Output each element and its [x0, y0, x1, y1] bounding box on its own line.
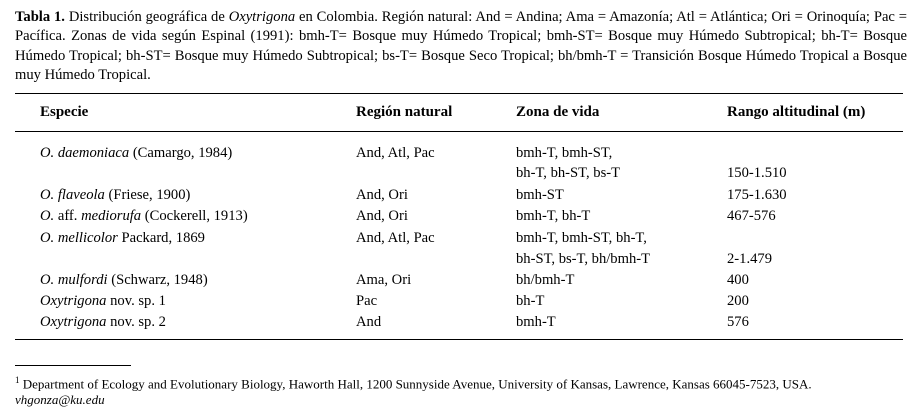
zone-cell: bh/bmh-T — [516, 272, 575, 288]
species-authority: (Schwarz, 1948) — [107, 272, 208, 288]
region-cell: And — [356, 314, 382, 330]
species-authority: (Friese, 1900) — [104, 187, 191, 203]
species-name: O. mulfordi — [40, 272, 108, 288]
zone-cell: bmh-T — [516, 314, 556, 330]
table-top-rule — [15, 93, 903, 94]
footnote — [15, 372, 907, 408]
species-cell — [40, 293, 166, 310]
table-caption — [15, 8, 907, 85]
zone-cell: bmh-T, bmh-ST, — [516, 145, 613, 161]
species-name-epithet: mediorufa — [81, 208, 142, 224]
range-cell: 150-1.510 — [727, 165, 787, 181]
zone-cell: bh-T — [516, 293, 545, 309]
region-cell: And, Atl, Pac — [356, 145, 435, 161]
range-cell: 400 — [727, 272, 749, 288]
caption-text-before: Distribución geográfica de — [64, 9, 229, 25]
species-name: Oxytrigona — [40, 293, 107, 309]
footnote-marker: 1 — [15, 375, 20, 385]
species-cell — [40, 272, 208, 289]
species-authority: aff. — [54, 208, 82, 224]
species-cell — [40, 314, 166, 331]
footnote-rule — [15, 365, 131, 366]
zone-cell: bmh-T, bh-T — [516, 208, 591, 224]
range-cell: 576 — [727, 314, 749, 330]
species-authority-year: (Cockerell, 1913) — [141, 208, 248, 224]
zone-cell: bmh-ST — [516, 187, 564, 203]
footnote-email: vhgonza@ku.edu — [15, 392, 105, 408]
header-rango-altitudinal: Rango altitudinal (m) — [727, 104, 866, 120]
range-cell: 2-1.479 — [727, 251, 772, 267]
caption-text-after: en Colombia. Región natural: And = Andina; Ama = Amazonía; Atl = Atlántica; Ori = Orinoquía; Pac = Pacífica. Zonas de vida según Espinal (1991): bmh-T= Bosque muy Húmedo Tropical; bmh-ST= Bosque muy Húmedo Subtropical; bh-T= Bosque Húmedo Tropical; bh-ST= Bosque muy Húmedo Subtropical; bs-T= Bosque Seco Tropical; bh/bmh-T = Transición Bosque Húmedo Tropical a Bosque muy Húmedo Tropical. — [15, 9, 907, 83]
species-name: O. — [40, 208, 55, 224]
region-cell: And, Ori — [356, 187, 408, 203]
zone-cell: bmh-T, bmh-ST, bh-T, — [516, 230, 647, 246]
species-authority: nov. sp. 2 — [106, 314, 166, 330]
header-especie: Especie — [40, 104, 89, 120]
species-authority: (Camargo, 1984) — [129, 145, 233, 161]
footnote-text: Department of Ecology and Evolutionary Biology, Haworth Hall, 1200 Sunnyside Avenue, University of Kansas, Lawrence, Kansas 66045-7523, USA. — [19, 376, 812, 392]
region-cell: And, Ori — [356, 208, 408, 224]
species-cell — [40, 230, 205, 247]
species-name: O. mellicolor — [40, 230, 118, 246]
region-cell: And, Atl, Pac — [356, 230, 435, 246]
species-name: Oxytrigona — [40, 314, 107, 330]
region-cell: Ama, Ori — [356, 272, 412, 288]
range-cell: 200 — [727, 293, 749, 309]
range-cell: 175-1.630 — [727, 187, 787, 203]
species-cell — [40, 187, 190, 204]
zone-cell: bh-ST, bs-T, bh/bmh-T — [516, 251, 651, 267]
caption-label: Tabla 1. — [15, 9, 65, 25]
species-authority: nov. sp. 1 — [106, 293, 166, 309]
table-bottom-rule — [15, 339, 903, 340]
species-cell — [40, 145, 232, 162]
species-name: O. daemoniaca — [40, 145, 130, 161]
zone-cell: bh-T, bh-ST, bs-T — [516, 165, 621, 181]
range-cell: 467-576 — [727, 208, 776, 224]
caption-genus: Oxytrigona — [228, 9, 296, 25]
header-zona-de-vida: Zona de vida — [516, 104, 600, 120]
header-region-natural: Región natural — [356, 104, 453, 120]
species-cell — [40, 208, 248, 225]
region-cell: Pac — [356, 293, 378, 309]
table-header-rule — [15, 131, 903, 132]
species-name: O. flaveola — [40, 187, 105, 203]
species-authority: Packard, 1869 — [117, 230, 205, 246]
